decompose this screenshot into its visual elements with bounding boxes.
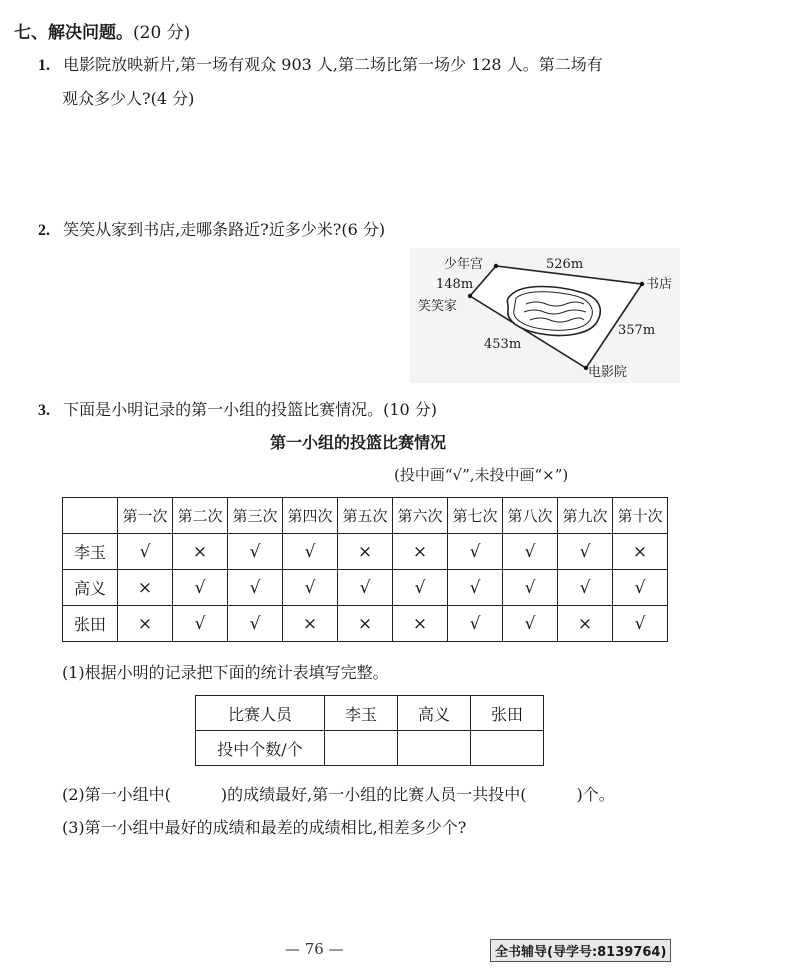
- section-title-text: 七、解决问题。: [14, 23, 133, 43]
- cinema-label: 电影院: [588, 365, 628, 380]
- question-2-text: 笑笑从家到书店,走哪条路近?近多少米?(6 分): [63, 220, 386, 239]
- record-row-li-yu: [63, 534, 668, 570]
- record-row-zhang-tian: [63, 606, 668, 642]
- distance-top-label: 526m: [546, 257, 584, 272]
- footer-badge: 全书辅导(导学号:8139764): [490, 939, 671, 962]
- mark-cell: √: [448, 570, 503, 606]
- header-attempt-7: 第七次: [448, 498, 503, 534]
- record-row-gao-yi: [63, 570, 668, 606]
- mark-cell: ×: [338, 606, 393, 642]
- route-map: [410, 248, 680, 383]
- mark-cell: √: [558, 534, 613, 570]
- table-title: 第一小组的投篮比赛情况: [270, 433, 447, 452]
- record-header-row: [63, 498, 668, 534]
- stats-answer-cell[interactable]: [471, 731, 544, 766]
- stats-header-label: 比赛人员: [196, 696, 325, 731]
- mark-cell: √: [283, 534, 338, 570]
- distance-right-label: 357m: [618, 323, 656, 338]
- mark-cell: √: [503, 534, 558, 570]
- stats-header-row: [196, 696, 544, 731]
- sub-question-2-part-b: )的成绩最好,第一小组的比赛人员一共投中(: [220, 785, 527, 804]
- question-2-number: 2.: [38, 222, 50, 239]
- header-attempt-10: 第十次: [613, 498, 668, 534]
- bookstore-dot: [640, 282, 644, 286]
- header-attempt-8: 第八次: [503, 498, 558, 534]
- distance-left-label: 148m: [436, 277, 474, 292]
- question-1-number: 1.: [38, 57, 50, 74]
- question-3-text: 下面是小明记录的第一小组的投篮比赛情况。(10 分): [63, 400, 438, 419]
- mark-cell: ×: [393, 606, 448, 642]
- youth-palace-label: 少年宫: [444, 257, 484, 272]
- mark-cell: √: [503, 570, 558, 606]
- mark-cell: √: [118, 534, 173, 570]
- mark-cell: ×: [173, 534, 228, 570]
- mark-cell: ×: [118, 606, 173, 642]
- header-attempt-3: 第三次: [228, 498, 283, 534]
- mark-cell: √: [228, 534, 283, 570]
- sub-question-2-part-a: (2)第一小组中(: [62, 785, 171, 804]
- row-name: 张田: [63, 606, 118, 642]
- stats-name-cell: 李玉: [325, 696, 398, 731]
- mark-cell: √: [448, 534, 503, 570]
- mark-cell: √: [228, 570, 283, 606]
- mark-cell: ×: [118, 570, 173, 606]
- stats-row-label: 投中个数/个: [196, 731, 325, 766]
- mark-cell: √: [613, 606, 668, 642]
- mark-cell: √: [503, 606, 558, 642]
- question-1: [38, 52, 603, 75]
- row-name: 高义: [63, 570, 118, 606]
- header-attempt-9: 第九次: [558, 498, 613, 534]
- lake: [507, 287, 600, 336]
- mark-cell: √: [228, 606, 283, 642]
- sub-question-2: [62, 782, 615, 805]
- stats-answer-cell[interactable]: [398, 731, 471, 766]
- mark-cell: ×: [613, 534, 668, 570]
- stats-answer-cell[interactable]: [325, 731, 398, 766]
- question-1-line2: 观众多少人?(4 分): [62, 89, 195, 108]
- header-attempt-4: 第四次: [283, 498, 338, 534]
- mark-cell: √: [173, 606, 228, 642]
- sub-question-3: (3)第一小组中最好的成绩和最差的成绩相比,相差多少个?: [62, 818, 467, 837]
- record-corner-cell: [63, 498, 118, 534]
- stats-count-row: [196, 731, 544, 766]
- page-number: — 76 —: [285, 940, 344, 958]
- stats-table: [195, 695, 544, 766]
- sub-question-2-part-c: )个。: [576, 785, 615, 804]
- question-3: [38, 397, 437, 420]
- question-1-line1: 电影院放映新片,第一场有观众 903 人,第二场比第一场少 128 人。第二场有: [63, 55, 603, 74]
- sub-question-1: (1)根据小明的记录把下面的统计表填写完整。: [62, 663, 389, 682]
- table-note: (投中画“√”,未投中画“×”): [394, 466, 569, 484]
- mark-cell: √: [393, 570, 448, 606]
- header-attempt-2: 第二次: [173, 498, 228, 534]
- youth-palace-dot: [494, 264, 498, 268]
- home-dot: [468, 294, 472, 298]
- section-title: [14, 18, 190, 43]
- mark-cell: √: [448, 606, 503, 642]
- stats-name-cell: 高义: [398, 696, 471, 731]
- mark-cell: √: [338, 570, 393, 606]
- row-name: 李玉: [63, 534, 118, 570]
- mark-cell: √: [173, 570, 228, 606]
- question-2: [38, 217, 385, 240]
- mark-cell: ×: [393, 534, 448, 570]
- mark-cell: √: [283, 570, 338, 606]
- mark-cell: ×: [338, 534, 393, 570]
- stats-name-cell: 张田: [471, 696, 544, 731]
- bookstore-label: 书店: [646, 277, 673, 292]
- mark-cell: √: [613, 570, 668, 606]
- question-3-number: 3.: [38, 402, 50, 419]
- distance-bottom-label: 453m: [484, 337, 522, 352]
- header-attempt-5: 第五次: [338, 498, 393, 534]
- mark-cell: ×: [283, 606, 338, 642]
- header-attempt-1: 第一次: [118, 498, 173, 534]
- mark-cell: ×: [558, 606, 613, 642]
- shooting-record-table: [62, 497, 668, 642]
- mark-cell: √: [558, 570, 613, 606]
- section-points: (20 分): [133, 23, 191, 43]
- header-attempt-6: 第六次: [393, 498, 448, 534]
- home-label: 笑笑家: [418, 299, 458, 314]
